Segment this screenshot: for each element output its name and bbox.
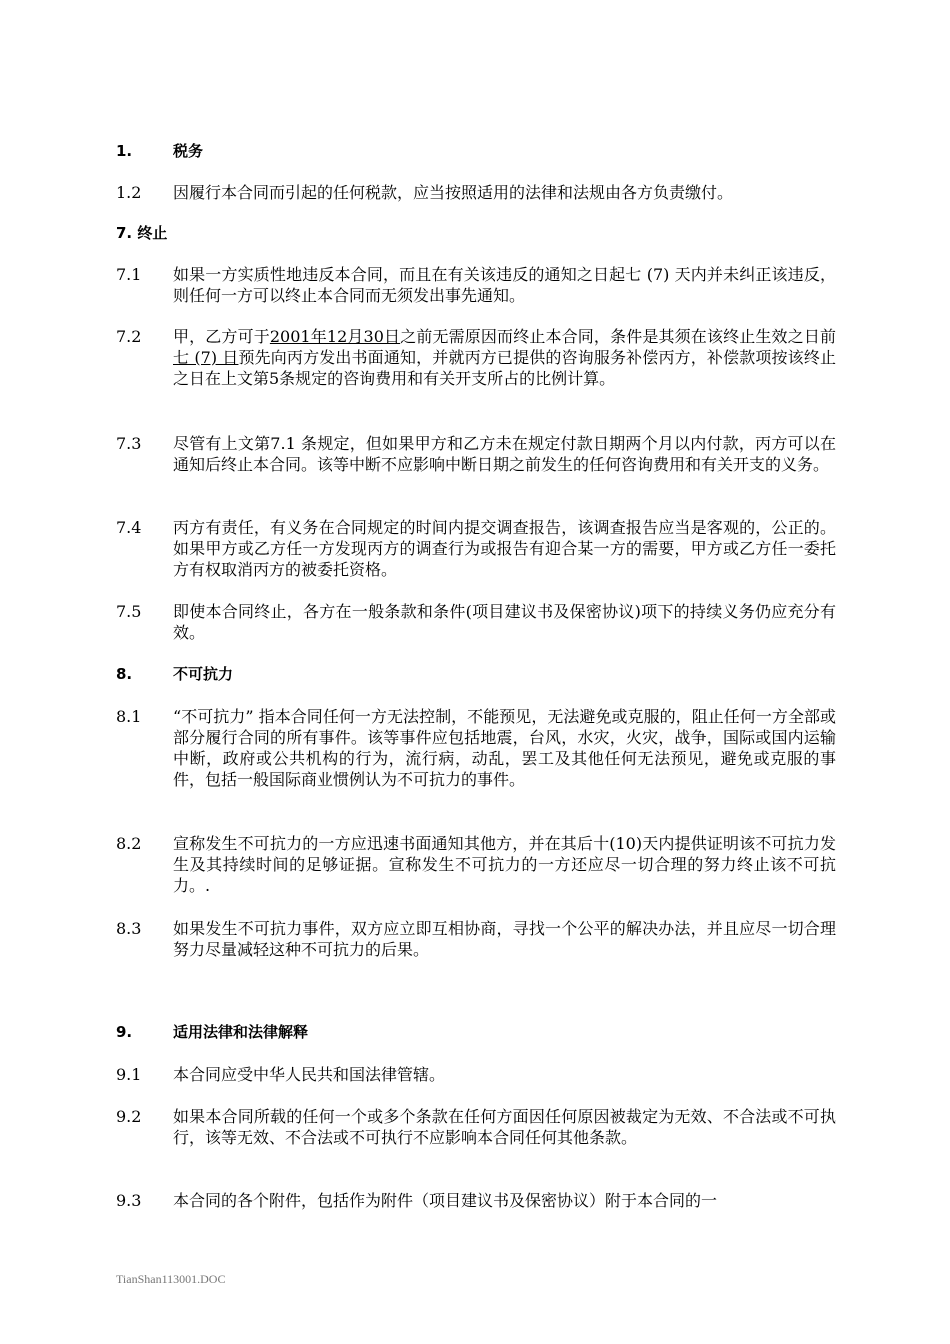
clause-text: 本合同应受中华人民共和国法律管辖。: [173, 1065, 446, 1084]
clause-title: 税务: [173, 142, 204, 160]
clause-number: 8.1: [116, 707, 142, 726]
clause-text: 丙方有责任，有义务在合同规定的时间内提交调查报告，该调查报告应当是客观的，公正的。如果甲方或乙方任一方发现丙方的调查行为或报告有迎合某一方的需要，甲方或乙方任一委托方有权取消丙方的被委托资格。: [173, 518, 836, 579]
clause-number: 8.: [116, 665, 133, 683]
clause-number: 8.2: [116, 834, 142, 853]
clause-number: 7.3: [116, 434, 142, 453]
clause-text: 甲，乙方可于2001年12月30日之前无需原因而终止本合同，条件是其须在该终止生效之日前七 (7) 日预先向丙方发出书面通知，并就丙方已提供的咨询服务补偿丙方，补偿款项按该终止之日在上文第5条规定的咨询费用和有关开支所占的比例计算。: [173, 327, 836, 388]
clause-title: 适用法律和法律解释: [173, 1023, 309, 1041]
clause-number: 9.: [116, 1023, 133, 1041]
clause-text: “不可抗力” 指本合同任何一方无法控制，不能预见，无法避免或克服的，阻止任何一方全部或部分履行合同的所有事件。该等事件应包括地震，台风，水灾，火灾，战争，国际或国内运输中断，政府或公共机构的行为，流行病，动乱，罢工及其他任何无法预见，避免或克服的事件，包括一般国际商业惯例认为不可抗力的事件。: [173, 707, 836, 789]
clause-number: 1.: [116, 142, 133, 160]
clause-text: 如果一方实质性地违反本合同，而且在有关该违反的通知之日起七 (7) 天内并未纠正该违反，则任何一方可以终止本合同而无须发出事先通知。: [173, 265, 836, 305]
clause-number: 7.5: [116, 602, 142, 621]
clause-number: 7.2: [116, 327, 142, 346]
clause-text: 尽管有上文第7.1 条规定，但如果甲方和乙方未在规定付款日期两个月以内付款，丙方可以在通知后终止本合同。该等中断不应影响中断日期之前发生的任何咨询费用和有关开支的义务。: [173, 434, 836, 474]
underlined-days: 七 (7) 日: [173, 348, 239, 367]
clause-number: 9.3: [116, 1191, 142, 1210]
clause-title: 不可抗力: [173, 665, 234, 683]
document-footer-filename: TianShan113001.DOC: [116, 1272, 226, 1286]
clause-text: 如果本合同所载的任何一个或多个条款在任何方面因任何原因被裁定为无效、不合法或不可执行，该等无效、不合法或不可执行不应影响本合同任何其他条款。: [173, 1107, 836, 1147]
clause-number: 9.1: [116, 1065, 142, 1084]
clause-text: 如果发生不可抗力事件，双方应立即互相协商，寻找一个公平的解决办法，并且应尽一切合理努力尽量减轻这种不可抗力的后果。: [173, 919, 836, 959]
clause-text: 即使本合同终止，各方在一般条款和条件(项目建议书及保密协议)项下的持续义务仍应充分有效。: [173, 602, 836, 642]
clause-text: 因履行本合同而引起的任何税款，应当按照适用的法律和法规由各方负责缴付。: [173, 183, 734, 202]
clause-text: 宣称发生不可抗力的一方应迅速书面通知其他方，并在其后十(10)天内提供证明该不可抗力发生及其持续时间的足够证据。宣称发生不可抗力的一方还应尽一切合理的努力终止该不可抗力。.: [173, 834, 836, 895]
clause-text: 本合同的各个附件，包括作为附件（项目建议书及保密协议）附于本合同的一: [173, 1191, 718, 1210]
clause-number: 7. 终止: [116, 224, 168, 242]
clause-number: 7.4: [116, 518, 142, 537]
clause-number: 9.2: [116, 1107, 142, 1126]
clause-number: 7.1: [116, 265, 142, 284]
clause-number: 8.3: [116, 919, 142, 938]
clause-number: 1.2: [116, 183, 142, 202]
underlined-date: 2001年12月30日: [269, 327, 401, 346]
